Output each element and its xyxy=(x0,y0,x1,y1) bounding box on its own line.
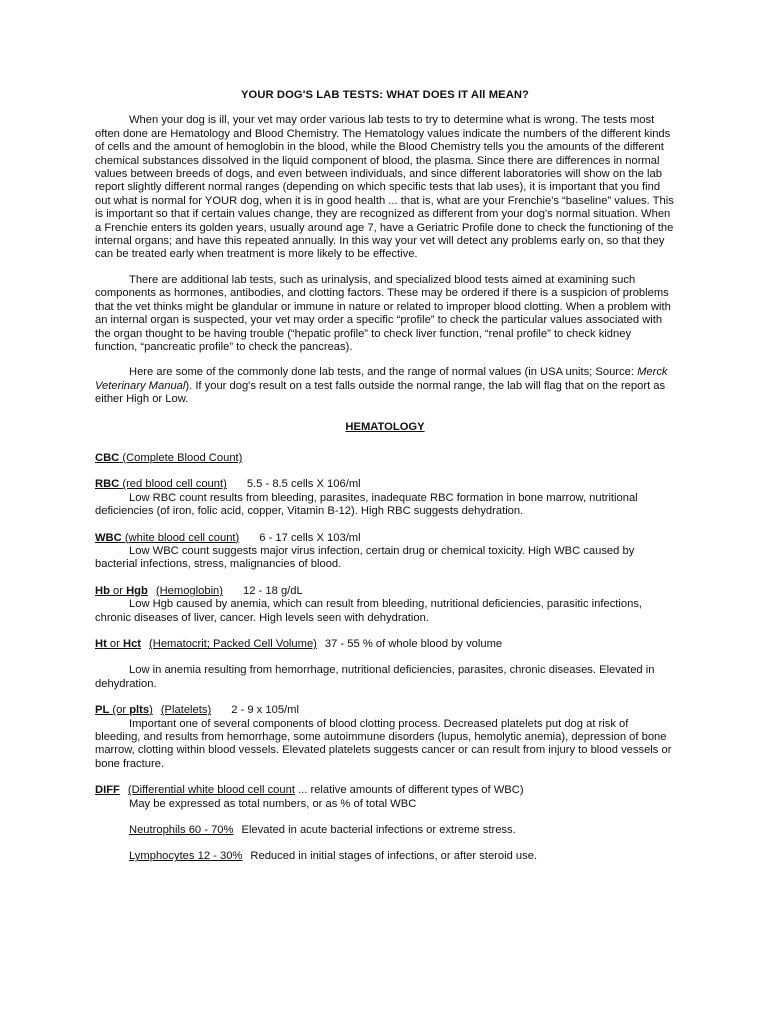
hgb-full: (Hemoglobin) xyxy=(155,584,223,597)
platelets-entry xyxy=(95,704,675,771)
diff-full: (Differential white blood cell count xyxy=(127,784,295,797)
hgb-abbr: Hgb xyxy=(126,584,148,597)
rbc-full: (red blood cell count) xyxy=(119,478,227,491)
wbc-range: 6 - 17 cells X 103/ml xyxy=(259,531,361,544)
lymphocytes-row xyxy=(95,850,675,863)
hct-range: 37 - 55 % of whole blood by volume xyxy=(324,638,503,650)
hgb-range: 12 - 18 g/dL xyxy=(243,584,303,597)
diff-abbr: DIFF xyxy=(95,784,120,797)
ht-abbr: Ht xyxy=(95,638,107,650)
lymphocytes-label: Lymphocytes 12 - 30% xyxy=(129,850,243,863)
hgb-or: or xyxy=(109,584,127,597)
cbc-abbr: CBC xyxy=(95,451,120,464)
lymphocytes-description: Reduced in initial stages of infections, or after steroid use. xyxy=(250,850,538,863)
platelets-full: (Platelets) xyxy=(160,704,212,717)
intro-paragraph: When your dog is ill, your vet may order various lab tests to try to determine what is wrong. The tests most often done are Hematology and Blood Chemistry. The Hematology values indicate the numbers of the different kinds of cells and the amount of hemoglobin in the blood, while the Blood Chemistry tells you the amounts of the different chemical substances dissolved in the liquid component of blood, the plasma. Since there are differences in normal values between breeds of dogs, and even between individuals, and since different laboratories will show on the lab report slightly different normal ranges (depending on which specific tests that lab uses), it is important that you find out what is normal for YOUR dog, when it is in good health ... that is, what are your Frenchie's “baseline” values. This is important so that if certain values change, they are recognized as different from your dog's normal situation. When a Frenchie enters its golden years, usually around age 7, have a Geriatric Profile done to check the functioning of the internal organs; and have this repeated annually. In this way your vet will detect any problems early on, so that they can be treated early when treatment is more likely to be effective. xyxy=(95,114,674,261)
source-paragraph xyxy=(95,366,675,406)
merck-manual-citation: Merck Veterinary Manual xyxy=(95,366,668,392)
platelets-description: Important one of several components of blood clotting process. Decreased platelets put dog at risk of bleeding, and results from hemorrhage, some autoimmune disorders (lupus, hemolytic anemia), depression of bone marrow, clotting within blood vessels. Elevated platelets suggests cancer or can result from injury to blood vessels or bone fracture. xyxy=(95,717,672,770)
wbc-entry xyxy=(95,532,675,572)
hematology-heading: HEMATOLOGY xyxy=(345,420,425,433)
wbc-abbr: WBC xyxy=(95,531,122,544)
wbc-description: Low WBC count suggests major virus infection, certain drug or chemical toxicity. High WBC caused by bacterial infections, stress, malignancies of blood. xyxy=(95,544,635,571)
neutrophils-row xyxy=(95,824,675,837)
wbc-full: (white blood cell count) xyxy=(121,531,240,544)
hct-entry xyxy=(95,638,675,691)
neutrophils-description: Elevated in acute bacterial infections or extreme stress. xyxy=(241,824,516,837)
hct-description: Low in anemia resulting from hemorrhage, nutritional deficiencies, parasites, chronic diseases. Elevated in dehydration. xyxy=(95,664,655,690)
diff-line2: May be expressed as total numbers, or as % of total WBC xyxy=(129,797,417,810)
platelets-range: 2 - 9 x 105/ml xyxy=(231,704,299,717)
cbc-entry xyxy=(95,452,675,465)
hgb-description: Low Hgb caused by anemia, which can result from bleeding, nutritional deficiencies, parasitic infections, chronic diseases of liver, cancer. High levels seen with dehydration. xyxy=(95,598,643,624)
diff-entry xyxy=(95,784,675,864)
hct-full: (Hematocrit; Packed Cell Volume) xyxy=(149,638,317,650)
plt-close: ) xyxy=(149,704,153,717)
rbc-description: Low RBC count results from bleeding, parasites, inadequate RBC formation in bone marrow, nutritional deficiencies (of iron, folic acid, copper, Vitamin B-12). High RBC suggests dehydration. xyxy=(95,491,638,518)
rbc-abbr: RBC xyxy=(95,478,120,491)
hgb-entry xyxy=(95,585,675,625)
document-title: YOUR DOG'S LAB TESTS: WHAT DOES IT All MEAN? xyxy=(241,89,529,101)
source-text-after: ). If your dog's result on a test falls outside the normal range, the lab will flag that on the report as either High or Low. xyxy=(95,379,666,406)
plts-abbr: plts xyxy=(129,704,150,717)
additional-tests-paragraph: There are additional lab tests, such as urinalysis, and specialized blood tests aimed at examining such components as hormones, antibodies, and clotting factors. These may be ordered if there is a suspicion of problems that the vet thinks might be glandular or immune in nature or related to improper blood clotting. When a problem with an internal organ is suspected, your vet may order a specific “profile” to check the particular values associated with the organ thought to be having trouble (“hepatic profile” to check liver function, “renal profile” to check kidney function, “pancreatic profile” to check the pancreas). xyxy=(95,273,671,353)
hct-abbr: Hct xyxy=(122,638,142,650)
diff-rest: ... relative amounts of different types of WBC) xyxy=(294,784,524,797)
pl-abbr: PL xyxy=(95,704,110,717)
hb-abbr: Hb xyxy=(95,584,110,597)
hct-or: or xyxy=(106,638,123,650)
cbc-full: (Complete Blood Count) xyxy=(119,451,243,464)
document-page xyxy=(95,89,675,877)
neutrophils-label: Neutrophils 60 - 70% xyxy=(129,824,234,837)
rbc-entry xyxy=(95,478,675,518)
source-text-before: Here are some of the commonly done lab tests, and the range of normal values (in USA units; Source: xyxy=(129,366,638,379)
rbc-range: 5.5 - 8.5 cells X 106/ml xyxy=(246,478,361,491)
plt-or: (or xyxy=(109,704,130,717)
